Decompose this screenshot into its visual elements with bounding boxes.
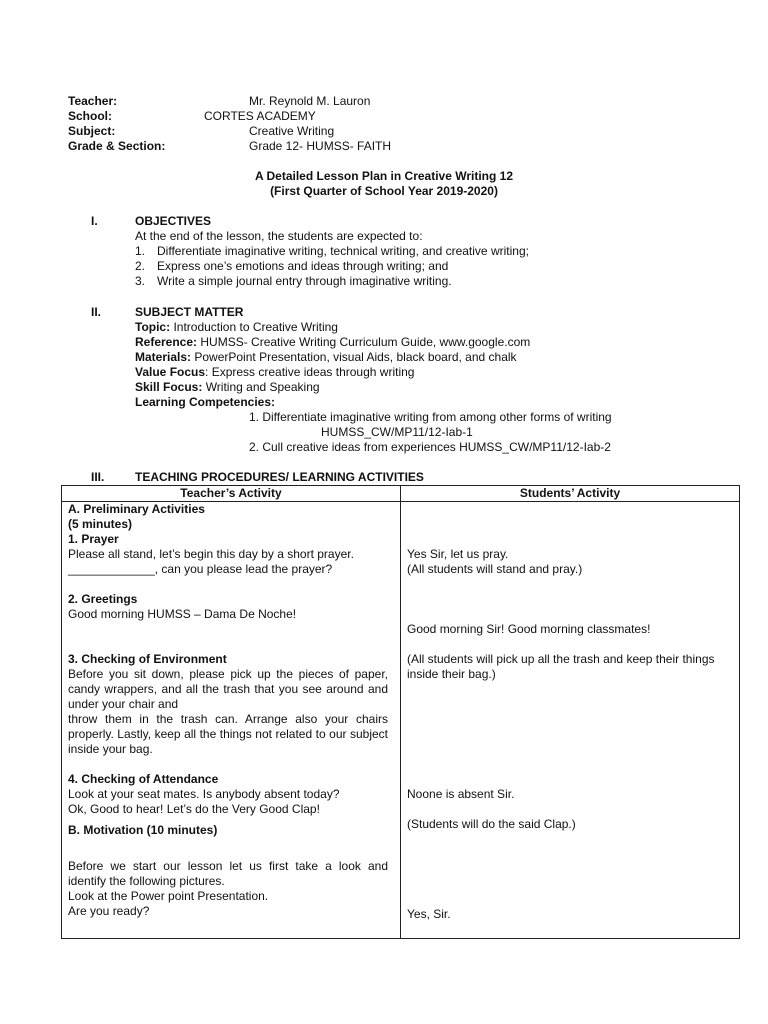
greetings-heading: 2. Greetings xyxy=(68,592,138,606)
skill-focus-label: Skill Focus: xyxy=(135,380,203,394)
objective-text-3: Write a simple journal entry through imaginative writing. xyxy=(157,274,452,288)
subject-matter-heading: SUBJECT MATTER xyxy=(135,305,244,319)
teacher-activity-cell xyxy=(62,502,401,939)
objectives-heading: OBJECTIVES xyxy=(135,214,212,228)
motivation-teacher-1: Before we start our lesson let us first take a look and identify the following pictures. xyxy=(68,859,388,888)
materials-label: Materials: xyxy=(135,350,192,364)
greetings-student: Good morning Sir! Good morning classmates! xyxy=(407,622,651,636)
table-header-row xyxy=(62,486,740,502)
motivation-teacher-2: Look at the Power point Presentation. xyxy=(68,889,269,903)
preliminary-heading: A. Preliminary Activities xyxy=(68,502,205,516)
greetings-teacher: Good morning HUMSS – Dama De Noche! xyxy=(68,607,297,621)
grade-value: Grade 12- HUMSS- FAITH xyxy=(249,139,392,153)
teacher-label: Teacher: xyxy=(68,94,118,108)
objective-num-1: 1. xyxy=(135,244,146,258)
value-focus-value: : Express creative ideas through writing xyxy=(205,365,415,379)
value-focus-line xyxy=(135,365,414,380)
school-label: School: xyxy=(68,109,112,123)
competency-2: 2. Cull creative ideas from experiences HUMSS_CW/MP11/12-Iab-2 xyxy=(249,440,611,454)
prayer-teacher-2: _____________, can you please lead the prayer? xyxy=(68,562,333,576)
subject-label: Subject: xyxy=(68,124,116,138)
environment-student: (All students will pick up all the trash and keep their things inside their bag.) xyxy=(407,652,715,681)
reference-label: Reference: xyxy=(135,335,198,349)
prayer-student-1: Yes Sir, let us pray. xyxy=(407,547,509,561)
school-value: CORTES ACADEMY xyxy=(204,109,316,123)
objective-num-3: 3. xyxy=(135,274,146,288)
attendance-teacher-2: Ok, Good to hear! Let’s do the Very Good Clap! xyxy=(68,802,320,816)
students-activity-cell xyxy=(401,502,740,939)
objective-text-2: Express one’s emotions and ideas through writing; and xyxy=(157,259,449,273)
objective-text-1: Differentiate imaginative writing, technical writing, and creative writing; xyxy=(157,244,529,258)
motivation-student: Yes, Sir. xyxy=(407,907,451,921)
objectives-intro: At the end of the lesson, the students are expected to: xyxy=(135,229,423,243)
topic-line xyxy=(135,320,338,335)
motivation-heading: B. Motivation (10 minutes) xyxy=(68,823,218,837)
attendance-student-2: (Students will do the said Clap.) xyxy=(407,817,576,831)
motivation-teacher-3: Are you ready? xyxy=(68,904,150,918)
attendance-student-1: Noone is absent Sir. xyxy=(407,787,515,801)
materials-value: PowerPoint Presentation, visual Aids, black board, and chalk xyxy=(191,350,517,364)
subject-value: Creative Writing xyxy=(249,124,335,138)
competency-1: 1. Differentiate imaginative writing from among other forms of writing xyxy=(249,410,612,424)
objectives-numeral: I. xyxy=(91,214,98,228)
table-row xyxy=(62,502,740,939)
reference-value: HUMSS- Creative Writing Curriculum Guide, www.google.com xyxy=(197,335,531,349)
environment-heading: 3. Checking of Environment xyxy=(68,652,227,666)
students-activity-header: Students’ Activity xyxy=(401,486,740,502)
document-title: A Detailed Lesson Plan in Creative Writing 12 xyxy=(254,169,514,183)
document-subtitle: (First Quarter of School Year 2019-2020) xyxy=(270,184,498,198)
activities-table xyxy=(61,485,740,939)
skill-focus-line xyxy=(135,380,320,395)
topic-label: Topic: xyxy=(135,320,171,334)
objective-num-2: 2. xyxy=(135,259,146,273)
procedures-heading: TEACHING PROCEDURES/ LEARNING ACTIVITIES xyxy=(135,470,424,484)
attendance-teacher-1: Look at your seat mates. Is anybody absent today? xyxy=(68,787,340,801)
procedures-numeral: III. xyxy=(91,470,105,484)
teacher-activity-header: Teacher’s Activity xyxy=(62,486,401,502)
attendance-heading: 4. Checking of Attendance xyxy=(68,772,219,786)
prayer-student-2: (All students will stand and pray.) xyxy=(407,562,583,576)
subject-matter-numeral: II. xyxy=(91,305,102,319)
teacher-value: Mr. Reynold M. Lauron xyxy=(249,94,371,108)
prayer-heading: 1. Prayer xyxy=(68,532,119,546)
reference-line xyxy=(135,335,530,350)
skill-focus-value: Writing and Speaking xyxy=(202,380,320,394)
prayer-teacher-1: Please all stand, let’s begin this day by a short prayer. xyxy=(68,547,354,561)
value-focus-label: Value Focus xyxy=(135,365,206,379)
environment-teacher-1: Before you sit down, please pick up the pieces of paper, candy wrappers, and all the trash that you see around and under your chair and xyxy=(68,667,388,711)
grade-label: Grade & Section: xyxy=(68,139,166,153)
competency-1-code: HUMSS_CW/MP11/12-Iab-1 xyxy=(321,425,473,439)
environment-teacher-2: throw them in the trash can. Arrange also your chairs properly. Lastly, keep all the things not related to our subject inside your bag. xyxy=(68,712,388,756)
topic-value: Introduction to Creative Writing xyxy=(170,320,338,334)
preliminary-time: (5 minutes) xyxy=(68,517,133,531)
materials-line xyxy=(135,350,517,365)
competencies-label: Learning Competencies: xyxy=(135,395,276,409)
